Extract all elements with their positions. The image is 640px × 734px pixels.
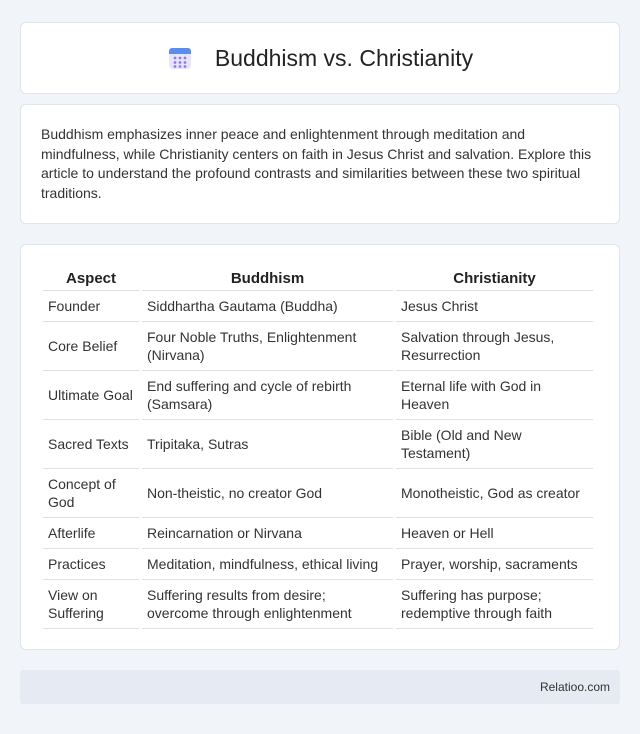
table-cell-christianity: Bible (Old and New Testament) xyxy=(396,420,593,469)
table-row xyxy=(43,549,593,580)
table-cell-aspect: Concept of God xyxy=(43,469,139,518)
table-cell-buddhism: Non-theistic, no creator God xyxy=(142,469,393,518)
table-row xyxy=(43,322,593,371)
table-row xyxy=(43,291,593,322)
calendar-icon xyxy=(167,45,193,71)
title-card xyxy=(20,22,620,94)
table-row xyxy=(43,420,593,469)
column-header-buddhism: Buddhism xyxy=(142,263,393,291)
table-row xyxy=(43,371,593,420)
table-cell-christianity: Jesus Christ xyxy=(396,291,593,322)
table-cell-christianity: Salvation through Jesus, Resurrection xyxy=(396,322,593,371)
table-row xyxy=(43,518,593,549)
table-cell-aspect: Afterlife xyxy=(43,518,139,549)
table-cell-aspect: Ultimate Goal xyxy=(43,371,139,420)
table-cell-aspect: View on Suffering xyxy=(43,580,139,629)
column-header-christianity: Christianity xyxy=(396,263,593,291)
table-cell-christianity: Suffering has purpose; redemptive through faith xyxy=(396,580,593,629)
comparison-card xyxy=(20,244,620,650)
table-cell-buddhism: Four Noble Truths, Enlightenment (Nirvana) xyxy=(142,322,393,371)
table-cell-christianity: Monotheistic, God as creator xyxy=(396,469,593,518)
table-cell-buddhism: End suffering and cycle of rebirth (Samsara) xyxy=(142,371,393,420)
table-cell-christianity: Eternal life with God in Heaven xyxy=(396,371,593,420)
table-cell-christianity: Heaven or Hell xyxy=(396,518,593,549)
column-header-aspect: Aspect xyxy=(43,263,139,291)
table-cell-buddhism: Reincarnation or Nirvana xyxy=(142,518,393,549)
comparison-table xyxy=(40,263,596,629)
table-cell-aspect: Core Belief xyxy=(43,322,139,371)
table-cell-aspect: Sacred Texts xyxy=(43,420,139,469)
table-cell-buddhism: Siddhartha Gautama (Buddha) xyxy=(142,291,393,322)
table-cell-aspect: Practices xyxy=(43,549,139,580)
table-cell-aspect: Founder xyxy=(43,291,139,322)
footer-site-name: Relatioo.com xyxy=(539,680,610,694)
table-row xyxy=(43,469,593,518)
table-cell-buddhism: Suffering results from desire; overcome through enlightenment xyxy=(142,580,393,629)
table-cell-buddhism: Tripitaka, Sutras xyxy=(142,420,393,469)
footer xyxy=(20,670,620,704)
table-row xyxy=(43,580,593,629)
table-cell-buddhism: Meditation, mindfulness, ethical living xyxy=(142,549,393,580)
page-title: Buddhism vs. Christianity xyxy=(214,44,474,71)
table-header-row xyxy=(43,263,593,291)
table-cell-christianity: Prayer, worship, sacraments xyxy=(396,549,593,580)
intro-card xyxy=(20,104,620,224)
intro-text: Buddhism emphasizes inner peace and enlightenment through meditation and mindfulness, while Christianity centers on faith in Jesus Christ and salvation. Explore this article to understand the profound contrasts and similarities between these two spiritual traditions. xyxy=(41,126,592,201)
